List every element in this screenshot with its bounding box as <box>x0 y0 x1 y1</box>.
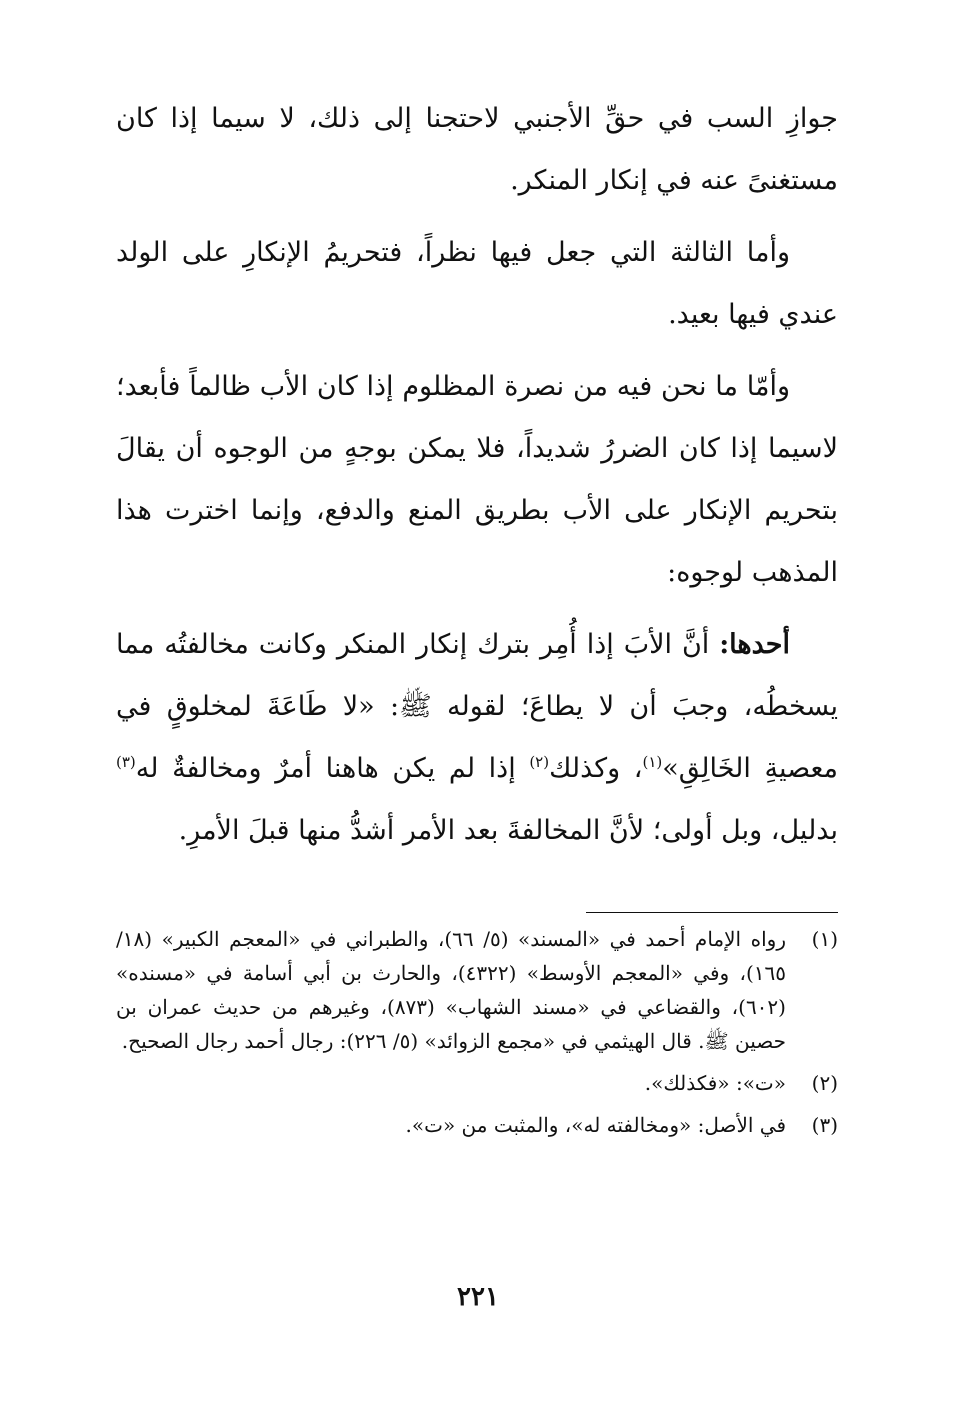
footnote-3-number: (٣) <box>811 1113 838 1137</box>
paragraph-3 <box>116 356 838 604</box>
paragraph-1-text: جوازِ السب في حقِّ الأجنبي لاحتجنا إلى ذلك، لا سيما إذا كان مستغنىً عنه في إنكار المنكر. <box>116 103 838 196</box>
footnote-3-text: في الأصل: «ومخالفته له»، والمثبت من «ت». <box>405 1113 786 1137</box>
footnote-2-number: (٢) <box>811 1071 838 1095</box>
footnote-ref-1: (١) <box>642 753 663 771</box>
footnote-2 <box>116 1066 838 1100</box>
footnote-ref-3: (٣) <box>116 753 136 771</box>
paragraph-2 <box>116 222 838 346</box>
paragraph-4 <box>116 614 838 862</box>
paragraph-4-lead: أحدها: <box>719 629 790 660</box>
footnote-separator <box>586 912 838 913</box>
footnote-2-text: «ت»: «فكذلك». <box>644 1071 786 1095</box>
footnote-ref-2: (٢) <box>529 753 550 771</box>
main-text <box>116 88 838 862</box>
paragraph-4-part-4: بدليل، وبل أولى؛ لأنَّ المخالفةَ بعد الأمر أشدُّ منها قبلَ الأمرِ. <box>178 815 838 846</box>
paragraph-4-part-3: إذا لم يكن هاهنا أمرٌ ومخالفةٌ له <box>135 753 530 784</box>
footnote-1-number: (١) <box>811 927 838 951</box>
footnote-1-text: رواه الإمام أحمد في «المسند» (٥/ ٦٦)، والطبراني في «المعجم الكبير» (١٨/ ١٦٥)، وفي «المعجم الأوسط» (٤٣٢٢)، والحارث بن أبي أسامة في «مسنده» (٦٠٢)، والقضاعي في «مسند الشهاب» (٨٧٣)، وغيرهم من حديث عمران بن حصين ﷺ. قال الهيثمي في «مجمع الزوائد» (٥/ ٢٢٦): رجال أحمد رجال الصحيح. <box>116 927 786 1053</box>
page-number: ٢٢١ <box>457 1282 499 1312</box>
paragraph-4-part-2: ، وكذلك <box>549 753 643 784</box>
footnote-3 <box>116 1108 838 1142</box>
paragraph-2-text: وأما الثالثة التي جعل فيها نظراً، فتحريمُ الإنكارِ على الولد عندي فيها بعيد. <box>116 237 838 330</box>
paragraph-4-part-1: أنَّ الأبَ إذا أُمِر بترك إنكار المنكر وكانت مخالفتُه مما يسخطُه، وجبَ أن لا يطاعَ؛ لقوله ﷺ: «لا طَاعَةَ لمخلوقٍ في معصيةِ الخَالِقِ» <box>116 629 839 784</box>
paragraph-1 <box>116 88 838 212</box>
paragraph-3-text: وأمّا ما نحن فيه من نصرة المظلوم إذا كان الأب ظالماً فأبعد؛ لاسيما إذا كان الضررُ شديداً، فلا يمكن بوجهٍ من الوجوه أن يقالَ بتحريم الإنكار على الأب بطريق المنع والدفع، وإنما اخترت هذا المذهب لوجوه: <box>116 371 838 588</box>
footnotes <box>116 922 838 1150</box>
footnote-1 <box>116 922 838 1058</box>
